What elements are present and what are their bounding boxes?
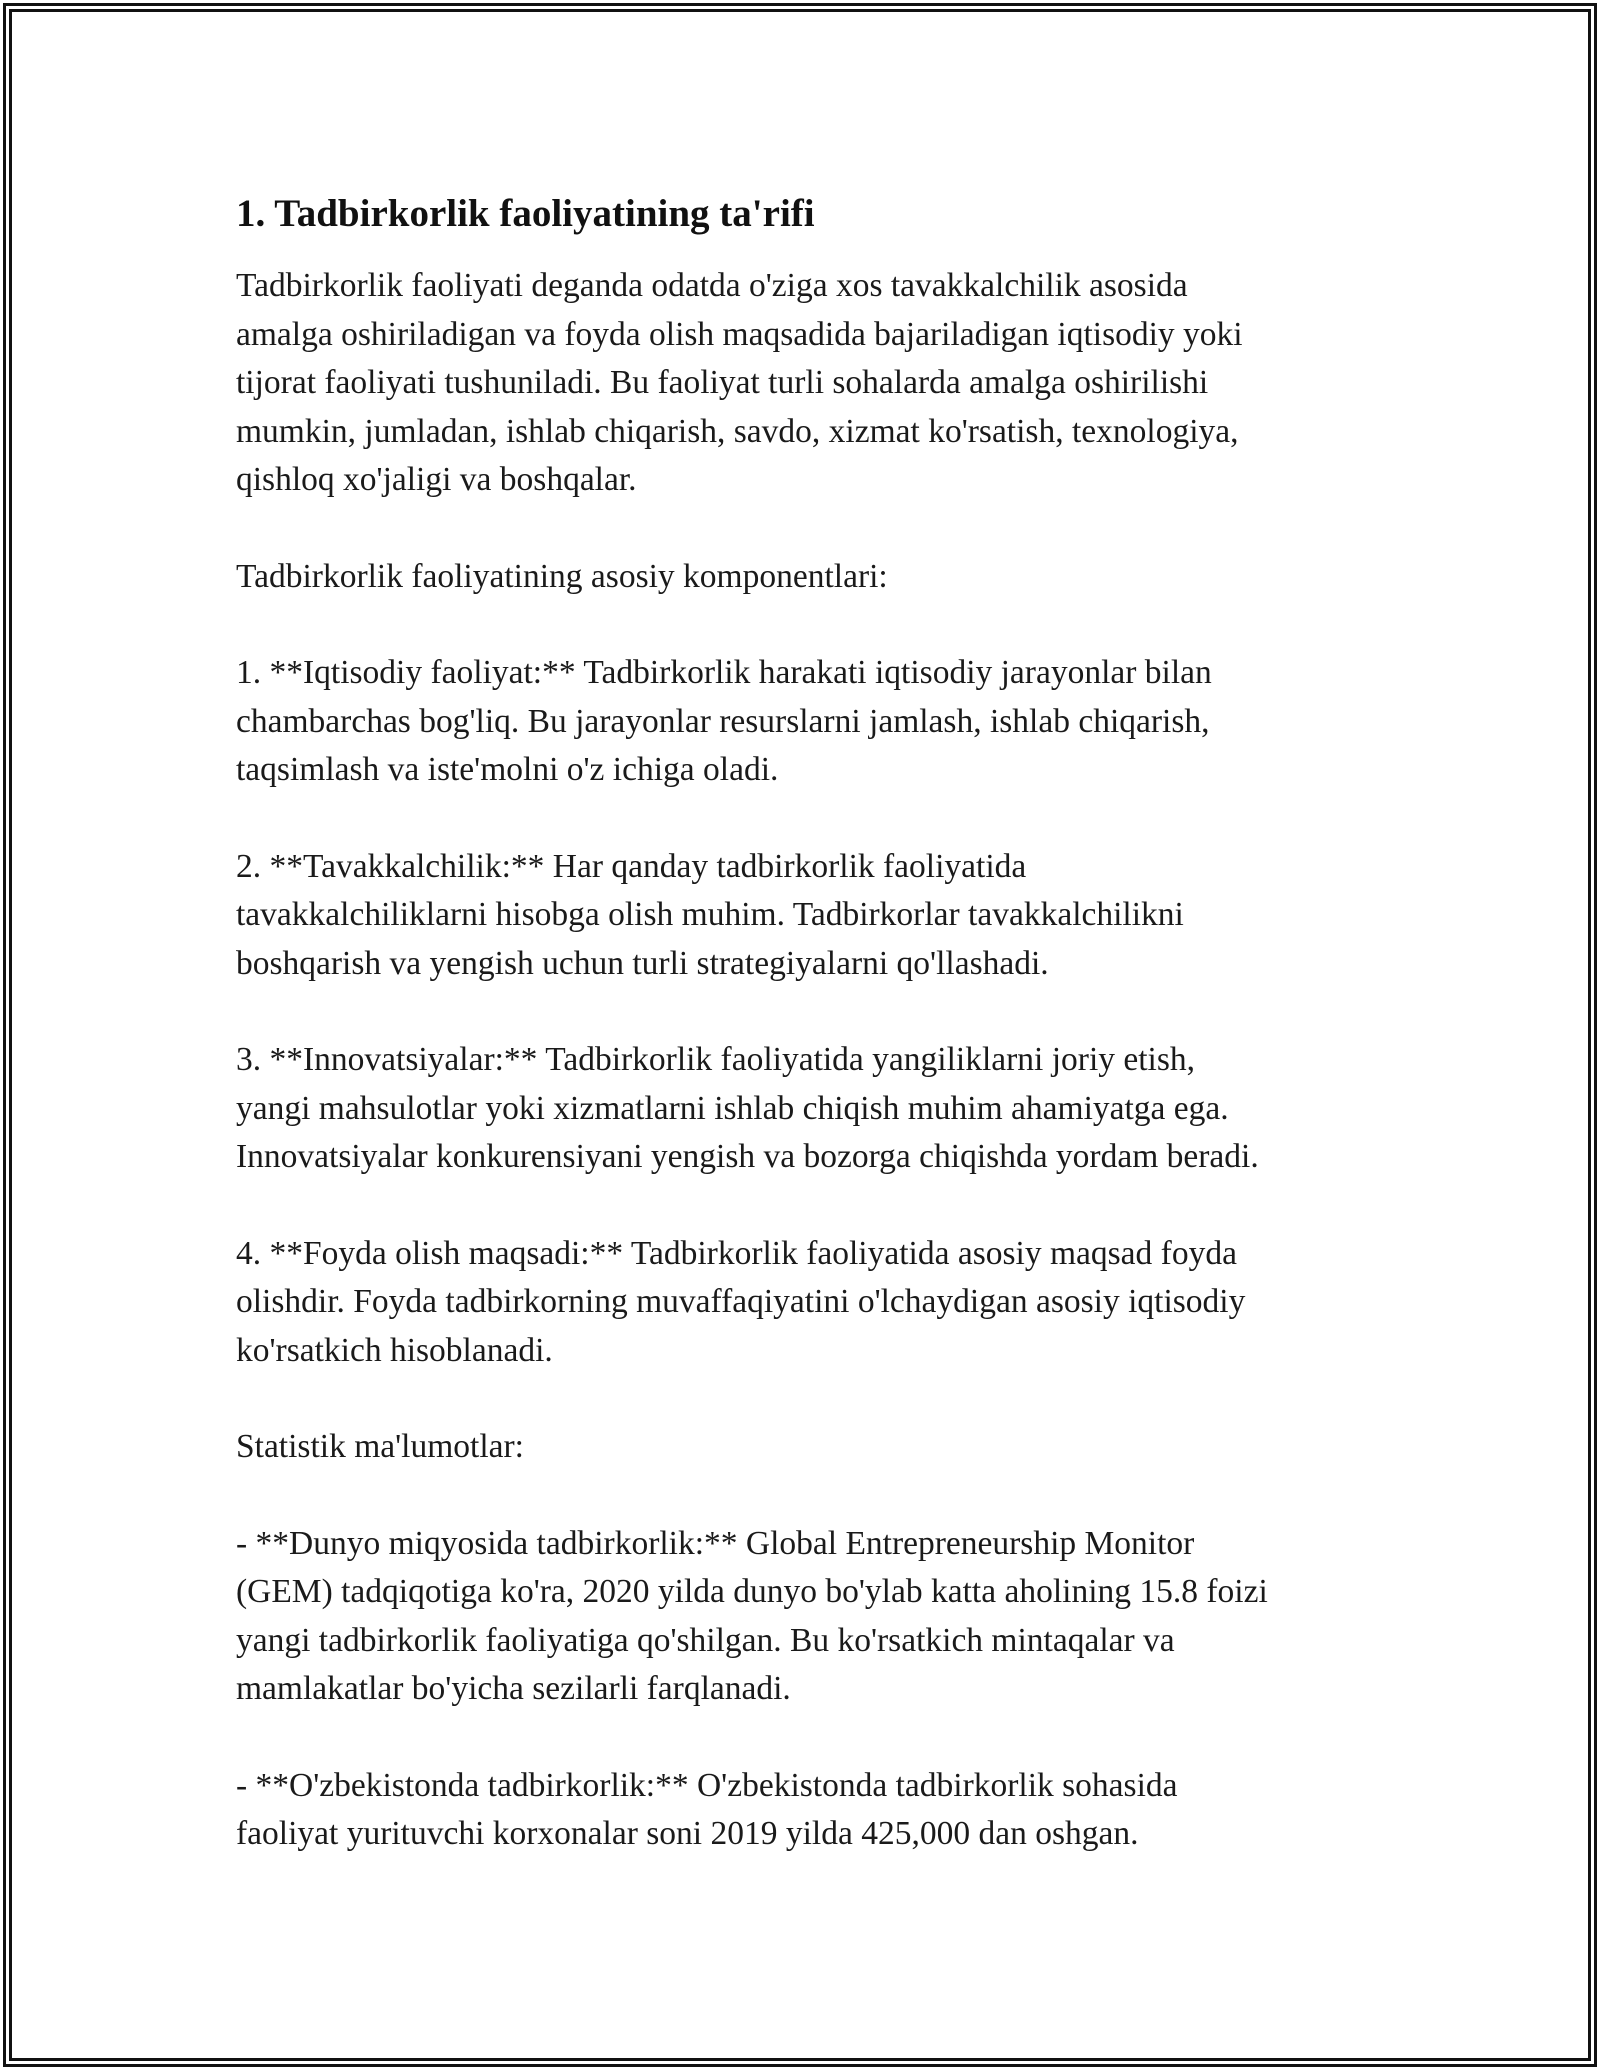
text-line: Statistik ma'lumotlar: [236, 1428, 524, 1465]
paragraph [236, 843, 1386, 989]
text-line: mamlakatlar bo'yicha sezilarli farqlanadi. [236, 1670, 791, 1707]
text-line: yangi mahsulotlar yoki xizmatlarni ishlab chiqish muhim ahamiyatga ega. [236, 1089, 1229, 1127]
text-line: tijorat faoliyati tushuniladi. Bu faoliyat turli sohalarda amalga oshirilishi [236, 364, 1209, 401]
text-line: olishdir. Foyda tadbirkorning muvaffaqiyatini o'lchaydigan asosiy iqtisodiy [236, 1283, 1246, 1320]
document-body [236, 188, 1386, 1907]
paragraph [236, 1230, 1386, 1376]
text-line: taqsimlash va iste'molni o'z ichiga oladi. [236, 751, 779, 788]
text-line: Innovatsiyalar konkurensiyani yengish va bozorga chiqishda yordam beradi. [236, 1138, 1259, 1175]
text-line: chambarchas bog'liq. Bu jarayonlar resurslarni jamlash, ishlab chiqarish, [236, 702, 1210, 740]
paragraph [236, 1423, 1386, 1472]
paragraph [236, 1036, 1386, 1182]
text-line: - **O'zbekistonda tadbirkorlik:** O'zbekistonda tadbirkorlik sohasida [236, 1766, 1178, 1804]
section-title: 1. Tadbirkorlik faoliyatining ta'rifi [236, 192, 815, 235]
text-line: ko'rsatkich hisoblanadi. [236, 1331, 553, 1369]
text-line: tavakkalchiliklarni hisobga olish muhim. Tadbirkorlar tavakkalchilikni [236, 896, 1184, 933]
paragraph [236, 553, 1386, 602]
paragraph [236, 262, 1386, 505]
text-line: amalga oshiriladigan va foyda olish maqsadida bajariladigan iqtisodiy yoki [236, 315, 1243, 353]
text-line: qishloq xo'jaligi va boshqalar. [236, 461, 637, 498]
text-line: boshqarish va yengish uchun turli strategiyalarni qo'llashadi. [236, 944, 1049, 982]
paragraph [236, 649, 1386, 795]
text-line: 3. **Innovatsiyalar:** Tadbirkorlik faoliyatida yangiliklarni joriy etish, [236, 1041, 1196, 1078]
text-line: 2. **Tavakkalchilik:** Har qanday tadbirkorlik faoliyatida [236, 847, 1027, 885]
text-line: yangi tadbirkorlik faoliyatiga qo'shilgan. Bu ko'rsatkich mintaqalar va [236, 1621, 1175, 1659]
paragraph [236, 1762, 1386, 1859]
paragraph-list [236, 262, 1386, 1859]
text-line: - **Dunyo miqyosida tadbirkorlik:** Global Entrepreneurship Monitor [236, 1524, 1195, 1562]
paragraph [236, 1520, 1386, 1714]
text-line: 1. **Iqtisodiy faoliyat:** Tadbirkorlik harakati iqtisodiy jarayonlar bilan [236, 654, 1212, 691]
text-line: 4. **Foyda olish maqsadi:** Tadbirkorlik faoliyatida asosiy maqsad foyda [236, 1234, 1237, 1272]
text-line: Tadbirkorlik faoliyatining asosiy komponentlari: [236, 557, 888, 595]
text-line: mumkin, jumladan, ishlab chiqarish, savdo, xizmat ko'rsatish, texnologiya, [236, 412, 1239, 450]
text-line: faoliyat yurituvchi korxonalar soni 2019 yilda 425,000 dan oshgan. [236, 1815, 1139, 1852]
text-line: (GEM) tadqiqotiga ko'ra, 2020 yilda dunyo bo'ylab katta aholining 15.8 foizi [236, 1573, 1268, 1610]
text-line: Tadbirkorlik faoliyati deganda odatda o'ziga xos tavakkalchilik asosida [236, 267, 1188, 304]
